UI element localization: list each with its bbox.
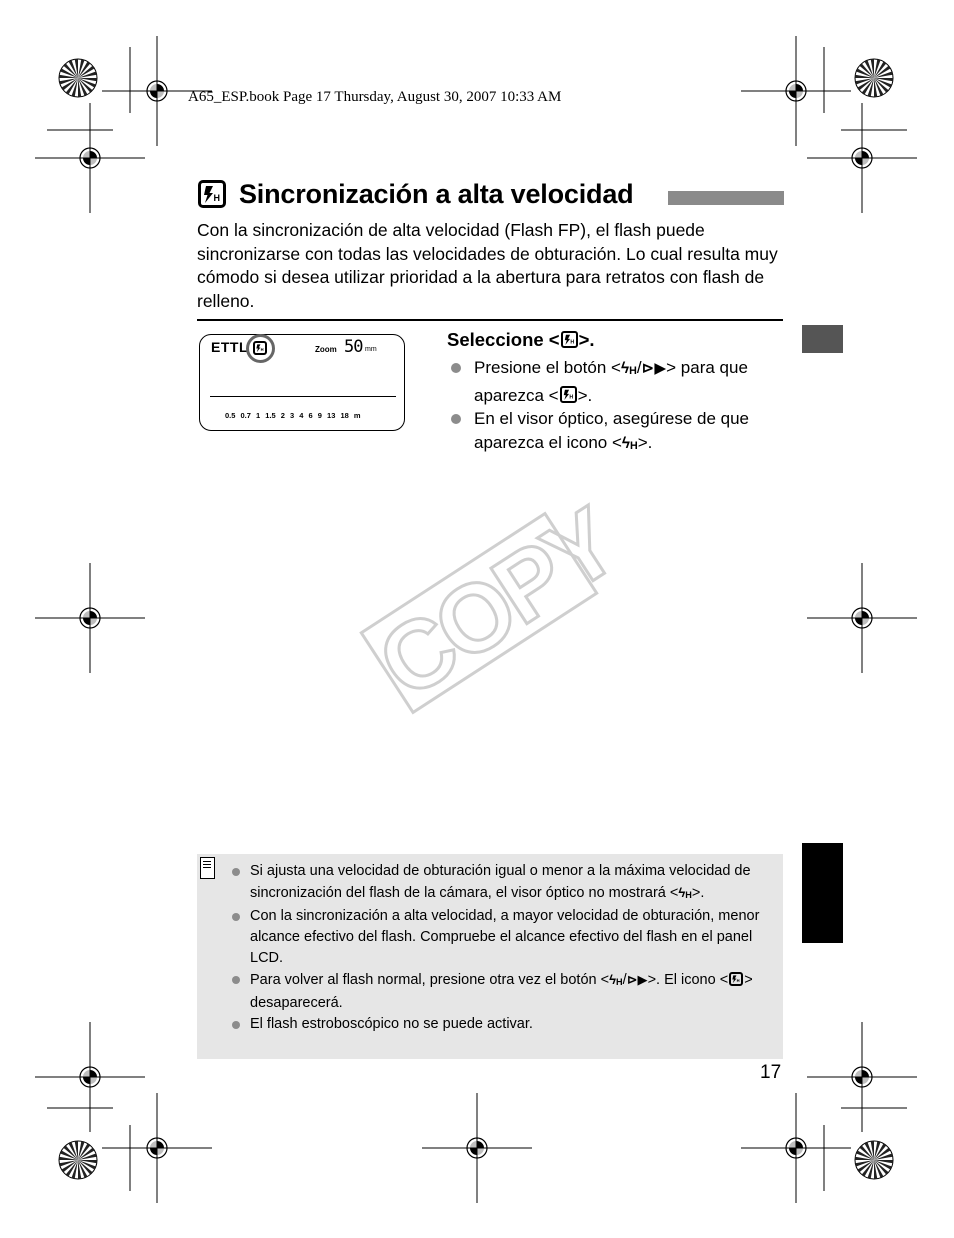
- section-title: [198, 176, 633, 212]
- registration-mark-icon: [807, 1022, 917, 1132]
- svg-text:H: H: [569, 339, 574, 346]
- list-item: Si ajusta una velocidad de obturación igual o menor a la máxima velocidad de sincronización del flash de la cámara, el visor óptico no mostrará <ϟH>.: [229, 861, 774, 906]
- registration-mark-icon: [807, 103, 917, 213]
- step-instructions: [447, 356, 787, 458]
- lcd-distance-scale: 0.5 0.7 1 1.5 2 3 4 6 9 13 18 m: [225, 411, 361, 420]
- high-speed-sync-icon: [560, 386, 577, 403]
- lcd-zoom-label: Zoom: [315, 345, 337, 354]
- registration-mark-icon: [422, 1093, 532, 1203]
- starburst-target-icon: [59, 1141, 97, 1179]
- print-header: A65_ESP.book Page 17 Thursday, August 30, 2007 10:33 AM: [188, 89, 562, 105]
- lcd-range-line: [210, 396, 396, 397]
- starburst-target-icon: [59, 59, 97, 97]
- section-divider: [197, 319, 783, 321]
- flash-h-icon: ϟH: [621, 434, 638, 452]
- list-item: Presione el botón <ϟH/⊳▶> para que aparezca < H >.: [447, 356, 787, 407]
- list-item: Con la sincronización a alta velocidad, a mayor velocidad de obturación, menor alcance efectivo del flash. Compruebe el alcance efectivo del flash en el panel LCD.: [229, 906, 774, 969]
- memo-icon: [200, 857, 215, 879]
- note-list: [229, 861, 774, 1035]
- registration-mark-icon: [102, 1093, 212, 1203]
- page-title: Sincronización a alta velocidad: [239, 178, 634, 209]
- lcd-mode: ETTL: [211, 339, 248, 355]
- high-speed-sync-icon: [198, 180, 226, 208]
- registration-mark-icon: [807, 563, 917, 673]
- registration-mark-icon: [741, 1093, 851, 1203]
- svg-text:H: H: [736, 978, 740, 984]
- title-bar-decoration: [668, 191, 784, 205]
- lcd-zoom-value: 50: [344, 337, 363, 357]
- starburst-target-icon: [855, 1141, 893, 1179]
- language-tab-black: [802, 843, 843, 943]
- starburst-target-icon: [855, 59, 893, 97]
- registration-mark-icon: [741, 36, 851, 146]
- intro-paragraph: Con la sincronización de alta velocidad (Flash FP), el flash puede sincronizarse con todas las velocidades de obturación. Lo cual resulta muy cómodo si desea utilizar prioridad a la abertura para retratos con flash de relleno.: [197, 220, 778, 311]
- flash-h-icon: ϟH: [609, 972, 623, 987]
- lcd-zoom-unit: mm: [365, 346, 377, 353]
- high-speed-sync-icon: [561, 331, 578, 348]
- fast-forward-icon: ⊳▶: [641, 360, 667, 377]
- fast-forward-icon: ⊳▶: [626, 972, 648, 987]
- flash-h-icon: ϟH: [678, 885, 692, 900]
- list-item: Para volver al flash normal, presione otra vez el botón <ϟH/⊳▶>. El icono < H > desaparecerá.: [229, 969, 774, 1014]
- list-item: El flash estroboscópico no se puede activar.: [229, 1014, 774, 1035]
- svg-text:H: H: [260, 347, 264, 353]
- copy-watermark: COPY: [360, 489, 634, 719]
- flash-h-icon: ϟH: [620, 360, 637, 377]
- high-speed-sync-icon: [729, 972, 743, 986]
- list-item: En el visor óptico, asegúrese de que aparezca el icono <ϟH>.: [447, 407, 787, 458]
- page-number: 17: [760, 1062, 782, 1083]
- svg-text:H: H: [568, 394, 573, 401]
- registration-mark-icon: [35, 103, 145, 213]
- registration-mark-icon: [35, 1022, 145, 1132]
- svg-text:H: H: [213, 193, 220, 203]
- step-heading: Seleccione < H >.: [447, 329, 595, 350]
- registration-mark-icon: [35, 563, 145, 673]
- high-speed-sync-icon: [253, 341, 267, 355]
- chapter-tab-gray: [802, 325, 843, 353]
